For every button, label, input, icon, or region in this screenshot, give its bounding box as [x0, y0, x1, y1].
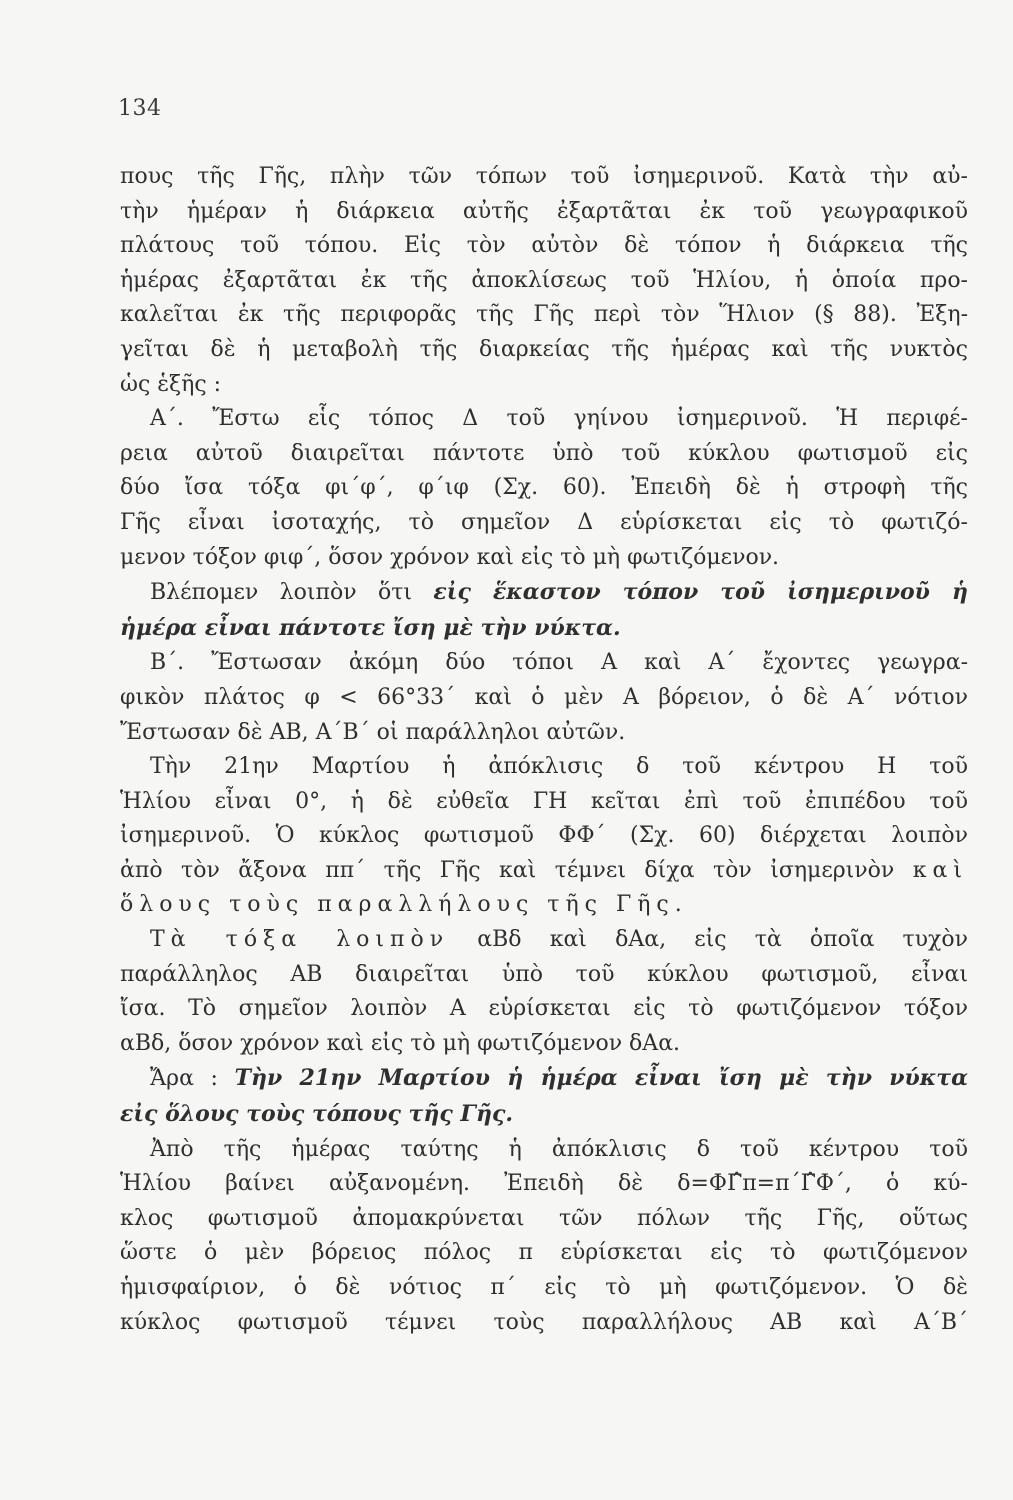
text-segment: Β΄. Ἔστωσαν ἀκόμη δύο τόποι Α καὶ Α΄ ἔχοντες γεωγρα- — [150, 650, 968, 676]
emphasized-text: ἡμέρα εἶναι πάντοτε ἴση μὲ τὴν νύκτα. — [120, 614, 621, 641]
text-line — [120, 1167, 968, 1202]
text-line — [120, 1202, 968, 1237]
text-segment: ρεια αὐτοῦ διαιρεῖται πάντοτε ὑπὸ τοῦ κύκλου φωτισμοῦ εἰς — [120, 440, 968, 466]
spaced-text: Τὰ τόξα λοιπὸν — [150, 927, 450, 953]
text-segment: ὥστε ὁ μὲν βόρειος πόλος π εὑρίσκεται εἰς τὸ φωτιζόμενον — [120, 1240, 968, 1266]
text-segment: Ἄρα : — [150, 1066, 235, 1092]
text-line — [120, 1027, 968, 1062]
text-segment: γεῖται δὲ ἡ μεταβολὴ τῆς διαρκείας τῆς ἡμέρας καὶ τῆς νυκτὸς — [120, 336, 968, 362]
spaced-text: καὶ — [912, 857, 968, 883]
text-segment: πλάτους τοῦ τόπου. Εἰς τὸν αὐτὸν δὲ τόπον ἡ διάρκεια τῆς — [120, 233, 968, 259]
text-line — [120, 402, 968, 437]
text-line — [120, 437, 968, 472]
text-segment: δύο ἴσα τόξα φι΄φ΄, φ΄ιφ (Σχ. 60). Ἐπειδὴ δὲ ἡ στροφὴ τῆς — [120, 475, 968, 501]
text-line — [120, 819, 968, 854]
text-line — [120, 923, 968, 958]
text-line — [120, 646, 968, 681]
text-line — [120, 1236, 968, 1271]
text-segment: μενον τόξον φιφ΄, ὅσον χρόνον καὶ εἰς τὸ μὴ φωτιζόμενον. — [120, 544, 780, 570]
emphasized-text: εἰς ὅλους τοὺς τόπους τῆς Γῆς. — [120, 1101, 514, 1128]
text-segment: ἰσημερινοῦ. Ὁ κύκλος φωτισμοῦ ΦΦ΄ (Σχ. 60) διέρχεται λοιπὸν — [120, 823, 968, 849]
text-line — [120, 1061, 968, 1097]
text-segment: πους τῆς Γῆς, πλὴν τῶν τόπων τοῦ ἰσημερινοῦ. Κατὰ τὴν αὐ- — [120, 164, 968, 189]
text-line — [120, 681, 968, 716]
text-line — [120, 958, 968, 993]
text-line — [120, 1097, 968, 1133]
text-segment: Ἡλίου εἶναι 0°, ἡ δὲ εὐθεῖα ΓΗ κεῖται ἐπὶ τοῦ ἐπιπέδου τοῦ — [120, 788, 968, 814]
text-line — [120, 611, 968, 647]
text-line — [120, 298, 968, 333]
text-line — [120, 333, 968, 368]
text-line — [120, 471, 968, 506]
text-line — [120, 160, 968, 195]
text-line — [120, 992, 968, 1027]
text-line — [120, 575, 968, 611]
text-line — [120, 1133, 968, 1168]
text-line — [120, 1306, 968, 1341]
text-segment: ὡς ἑξῆς : — [120, 371, 222, 397]
text-segment: Βλέπομεν λοιπὸν ὅτι — [150, 580, 434, 606]
text-line — [120, 750, 968, 785]
text-segment: κύκλος φωτισμοῦ τέμνει τοὺς παραλλήλους ΑΒ καὶ Α΄Β΄ — [120, 1309, 968, 1335]
text-segment: κλος φωτισμοῦ ἀπομακρύνεται τῶν πόλων τῆς Γῆς, οὕτως — [120, 1205, 968, 1231]
emphasized-text: εἰς ἕκαστον τόπον τοῦ ἰσημερινοῦ ἡ — [433, 579, 968, 606]
text-segment: Τὴν 21ην Μαρτίου ἡ ἀπόκλισις δ τοῦ κέντρου Η τοῦ — [150, 754, 968, 780]
text-line — [120, 506, 968, 541]
text-line — [120, 854, 968, 889]
text-segment: Ἀπὸ τῆς ἡμέρας ταύτης ἡ ἀπόκλισις δ τοῦ κέντρου τοῦ — [150, 1136, 968, 1162]
text-line — [120, 229, 968, 264]
text-segment: φικὸν πλάτος φ < 66°33΄ καὶ ὁ μὲν Α βόρειον, ὁ δὲ Α΄ νότιον — [120, 684, 968, 710]
text-line — [120, 785, 968, 820]
text-segment: Γῆς εἶναι ἰσοταχής, τὸ σημεῖον Δ εὑρίσκεται εἰς τὸ φωτιζό- — [120, 509, 968, 535]
text-segment: τὴν ἡμέραν ἡ διάρκεια αὐτῆς ἐξαρτᾶται ἐκ τοῦ γεωγραφικοῦ — [120, 198, 968, 224]
text-segment: καλεῖται ἐκ τῆς περιφορᾶς τῆς Γῆς περὶ τὸν Ἥλιον (§ 88). Ἐξη- — [120, 302, 968, 328]
text-segment: Α΄. Ἔστω εἷς τόπος Δ τοῦ γηίνου ἰσημερινοῦ. Ἡ περιφέ- — [150, 406, 968, 432]
text-line — [120, 716, 968, 751]
text-line — [120, 888, 968, 923]
text-segment: ἡμέρας ἐξαρτᾶται ἐκ τῆς ἀποκλίσεως τοῦ Ἡλίου, ἡ ὁποία προ- — [120, 267, 968, 293]
text-line — [120, 1271, 968, 1306]
text-segment: αΒδ, ὅσον χρόνον καὶ εἰς τὸ μὴ φωτιζόμενον δΑα. — [120, 1030, 681, 1056]
spaced-text: ὅλους τοὺς παραλλήλους τῆς Γῆς. — [120, 892, 688, 918]
text-segment: παράλληλος ΑΒ διαιρεῖται ὑπὸ τοῦ κύκλου φωτισμοῦ, εἶναι — [120, 961, 968, 987]
text-segment: ἴσα. Τὸ σημεῖον λοιπὸν Α εὑρίσκεται εἰς τὸ φωτιζόμενον τόξον — [120, 996, 968, 1022]
text-segment: ἀπὸ τὸν ἄξονα ππ΄ τῆς Γῆς καὶ τέμνει δίχα τὸν ἰσημερινὸν — [120, 857, 913, 883]
text-segment: Ἔστωσαν δὲ ΑΒ, Α΄Β΄ οἱ παράλληλοι αὐτῶν. — [120, 719, 626, 745]
text-segment: Ἡλίου βαίνει αὐξανομένη. Ἐπειδὴ δὲ δ=ΦΓ̂π=π΄Γ̂Φ΄, ὁ κύ- — [120, 1171, 968, 1197]
text-line — [120, 195, 968, 230]
text-line — [120, 541, 968, 576]
emphasized-text: Τὴν 21ην Μαρτίου ἡ ἡμέρα εἶναι ἴση μὲ τὴν νύκτα — [234, 1065, 968, 1092]
text-line — [120, 264, 968, 299]
page-number: 134 — [118, 96, 162, 121]
text-segment: ἡμισφαίριον, ὁ δὲ νότιος π΄ εἰς τὸ μὴ φωτιζόμενον. Ὁ δὲ — [120, 1275, 968, 1300]
text-line — [120, 368, 968, 403]
text-body — [120, 160, 968, 1340]
text-segment: αΒδ καὶ δΑα, εἰς τὰ ὁποῖα τυχὸν — [449, 927, 968, 953]
